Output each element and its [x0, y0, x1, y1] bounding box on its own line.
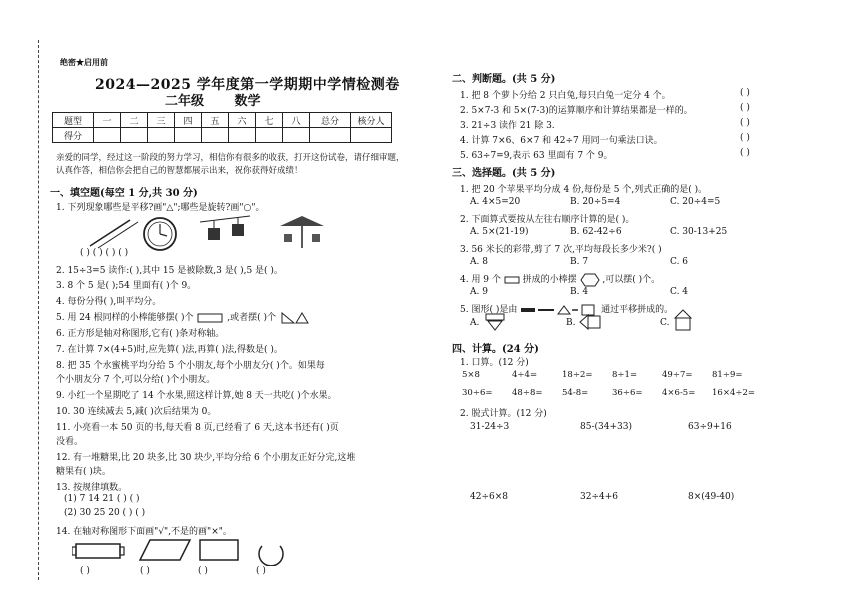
grade-label: 二年级 [165, 94, 205, 109]
s3-q4 [460, 272, 660, 287]
s3-q3: 3. 56 米长的彩带,剪了 7 次,平均每段长多少米?( ) [460, 245, 662, 255]
s1-q13: 13. 按规律填数。 [56, 483, 128, 493]
s1-q11a: 11. 小亮看一本 50 页的书,每天看 8 页,已经看了 6 天,这本书还有( )页 [56, 423, 339, 433]
s1-q3: 3. 8 个 5 是( );54 里面有( )个 9。 [56, 281, 197, 291]
score-cell: 总分 [310, 113, 351, 128]
s1-q14: 14. 在轴对称图形下面画"√",不是的画"×"。 [56, 527, 232, 537]
score-input-cell[interactable] [229, 128, 256, 143]
s1-q11b: 没看。 [56, 437, 84, 447]
s1-q4: 4. 每份分得( ),叫平均分。 [56, 297, 162, 307]
binding-line [38, 40, 39, 580]
q14-blank-1: ( ) [80, 566, 90, 576]
oral-calc-item: 81÷9= [712, 370, 743, 380]
s1-q7: 7. 在计算 7×(4+5)时,应先算( )法,再算( )法,得数是( )。 [56, 345, 283, 355]
oral-calc-item: 5×8 [462, 370, 480, 380]
section3-heading: 三、选择题。(共 5 分) [452, 168, 556, 179]
s3-q5-text-b: 通过平移拼成的。 [601, 305, 674, 315]
written-calc-item: 32÷4+6 [580, 492, 618, 502]
s1-q8a: 8. 把 35 个水蜜桃平均分给 5 个小朋友,每个小朋友分( )个。如果每 [56, 361, 325, 371]
score-cell: 二 [121, 113, 148, 128]
s2-item-3: 3. 21÷3 读作 21 除 3. [460, 121, 555, 131]
arc-icon [259, 546, 283, 566]
score-cell: 五 [202, 113, 229, 128]
option-c-shape-icon [672, 308, 694, 332]
s3-q4-text-a: 4. 用 9 个 [460, 275, 501, 285]
score-input-cell[interactable] [121, 128, 148, 143]
s1-q1-blanks: ( ) ( ) ( ) ( ) [80, 248, 129, 258]
score-table-score-row [53, 128, 392, 143]
s2-answer-3[interactable]: ( ) [740, 118, 750, 128]
s4-sub2: 2. 脱式计算。(12 分) [460, 409, 547, 419]
s1-q5 [56, 310, 309, 324]
written-calc-item: 31-24÷3 [470, 422, 510, 432]
s3-q1: 1. 把 20 个苹果平均分成 4 份,每份是 5 个,列式正确的是( )。 [460, 185, 708, 195]
score-table-header-row [53, 113, 392, 128]
score-input-cell[interactable] [310, 128, 351, 143]
intro-text: 亲爱的同学，经过这一阶段的努力学习，相信你有很多的收获，打开这份试卷，请仔细审题，认真作答，相信你会把自己的智慧都展示出来，祝你获得好成绩！ [56, 153, 405, 176]
s3-q2: 2. 下面算式要按从左往右顺序计算的是( )。 [460, 215, 635, 225]
s1-q10: 10. 30 连续减去 5,减( )次后结果为 0。 [56, 407, 217, 417]
s3-q4-text-c: ,可以摆( )个。 [602, 275, 661, 285]
s2-answer-2[interactable]: ( ) [740, 103, 750, 113]
s3-q4-opt-c: C. 4 [670, 287, 689, 297]
score-cell: 题型 [53, 113, 94, 128]
s3-q3-opt-a: A. 8 [470, 257, 488, 267]
q14-blank-4: ( ) [256, 566, 266, 576]
section2-heading: 二、判断题。(共 5 分) [452, 74, 556, 85]
score-table [52, 112, 392, 143]
score-cell: 核分人 [351, 113, 392, 128]
oral-calc-item: 18÷2= [562, 370, 593, 380]
cross-shape-icon [72, 544, 124, 558]
escalator-icon [90, 220, 138, 248]
score-input-cell[interactable] [94, 128, 121, 143]
s3-q5-opt-b: B. [566, 318, 576, 328]
score-cell: 得分 [53, 128, 94, 143]
s1-q13-2: (2) 30 25 20 ( ) ( ) [64, 508, 146, 518]
oral-calc-item: 8÷1= [612, 370, 638, 380]
s1-q6: 6. 正方形是轴对称图形,它有( )条对称轴。 [56, 329, 225, 339]
s2-answer-4[interactable]: ( ) [740, 133, 750, 143]
score-cell: 三 [148, 113, 175, 128]
s3-q4-opt-b: B. 4 [570, 287, 589, 297]
stick-icon [504, 275, 520, 285]
s1-q5-text-b: ,或者摆( )个 [227, 313, 277, 323]
written-calc-item: 63÷9+16 [688, 422, 732, 432]
parallelogram-icon [140, 540, 190, 560]
score-input-cell[interactable] [256, 128, 283, 143]
s3-q3-opt-b: B. 7 [570, 257, 589, 267]
s2-answer-5[interactable]: ( ) [740, 148, 750, 158]
s3-q5-opt-c: C. [660, 318, 670, 328]
oral-calc-item: 4×6-5= [662, 388, 696, 398]
oral-calc-item: 16×4÷2= [712, 388, 755, 398]
s1-q1: 1. 下列现象哪些是平移?画"△";哪些是旋转?画"○"。 [56, 203, 265, 213]
score-input-cell[interactable] [283, 128, 310, 143]
q14-blank-2: ( ) [140, 566, 150, 576]
option-a-shape-icon [484, 312, 506, 332]
s1-q5-text: 5. 用 24 根同样的小棒能够摆( )个 [56, 313, 194, 323]
s3-q4-opt-a: A. 9 [470, 287, 488, 297]
secret-label: 绝密★启用前 [60, 57, 108, 67]
s1-q2: 2. 15÷3=5 读作:( ),其中 15 是被除数,3 是( ),5 是( )。 [56, 266, 283, 276]
oral-calc-item: 4÷4= [512, 370, 538, 380]
score-cell: 一 [94, 113, 121, 128]
score-cell: 四 [175, 113, 202, 128]
subject-label: 数学 [234, 94, 261, 109]
oral-calc-item: 48÷8= [512, 388, 543, 398]
s3-q4-text-b: 拼成的小棒摆 [522, 275, 577, 285]
written-calc-item: 8×(49-40) [688, 492, 735, 502]
s1-q8b: 个小朋友分 7 个,可以分给( )个小朋友。 [56, 375, 216, 385]
score-input-cell[interactable] [148, 128, 175, 143]
exam-subtitle [165, 90, 287, 109]
s2-item-2: 2. 5×7-3 和 5×(7-3)的运算顺序和计算结果都是一样的。 [460, 106, 693, 116]
score-cell: 八 [283, 113, 310, 128]
option-b-shape-icon [578, 312, 602, 332]
q14-shapes [72, 536, 292, 566]
s1-q12a: 12. 有一堆糖果,比 20 块多,比 30 块少,平均分给 6 个小朋友正好分完,这堆 [56, 453, 356, 463]
s3-q3-opt-c: C. 6 [670, 257, 689, 267]
s2-item-1: 1. 把 8 个萝卜分给 2 只白兔,每只白兔一定分 4 个。 [460, 91, 671, 101]
s3-q2-opt-b: B. 62-42÷6 [570, 227, 622, 237]
q14-blank-3: ( ) [198, 566, 208, 576]
oral-calc-item: 54-8= [562, 388, 589, 398]
written-calc-item: 42÷6×8 [470, 492, 508, 502]
s3-q1-opt-c: C. 20÷4=5 [670, 197, 721, 207]
clock-icon [144, 218, 176, 250]
oral-calc-item: 30÷6= [462, 388, 493, 398]
written-calc-item: 85-(34+33) [580, 422, 632, 432]
s1-q12b: 糖果有( )块。 [56, 467, 111, 477]
carousel-icon [280, 216, 324, 248]
s3-q5-opt-a: A. [470, 318, 480, 328]
score-input-cell[interactable] [202, 128, 229, 143]
s3-q2-opt-a: A. 5×(21-19) [470, 227, 529, 237]
section1-heading: 一、填空题(每空 1 分,共 30 分) [50, 188, 198, 199]
hexagon-icon [580, 273, 600, 287]
s4-sub1: 1. 口算。(12 分) [460, 358, 529, 368]
oral-calc-item: 49÷7= [662, 370, 693, 380]
score-cell: 六 [229, 113, 256, 128]
s3-q1-opt-b: B. 20÷5=4 [570, 197, 621, 207]
s1-q9: 9. 小红一个星期吃了 14 个水果,照这样计算,她 8 天一共吃( )个水果。 [56, 391, 337, 401]
s3-q2-opt-c: C. 30-13+25 [670, 227, 728, 237]
s2-answer-1[interactable]: ( ) [740, 88, 750, 98]
triangle-icon [279, 312, 309, 324]
cable-car-icon [200, 216, 250, 240]
s3-q5-text-a: 5. 图形( )是由 [460, 305, 518, 315]
exam-title: 2024—2025 学年度第一学期期中学情检测卷 [95, 77, 400, 93]
score-input-cell[interactable] [351, 128, 392, 143]
s2-item-4: 4. 计算 7×6、6×7 和 42÷7 用同一句乘法口诀。 [460, 136, 663, 146]
s2-item-5: 5. 63÷7=9,表示 63 里面有 7 个 9。 [460, 151, 613, 161]
rectangle-shape-icon [200, 540, 238, 560]
score-input-cell[interactable] [175, 128, 202, 143]
rectangle-icon [196, 313, 224, 323]
section4-heading: 四、计算。(24 分) [452, 344, 539, 355]
s3-q1-opt-a: A. 4×5=20 [470, 197, 521, 207]
oral-calc-item: 36÷6= [612, 388, 643, 398]
score-cell: 七 [256, 113, 283, 128]
s1-q13-1: (1) 7 14 21 ( ) ( ) [64, 494, 140, 504]
